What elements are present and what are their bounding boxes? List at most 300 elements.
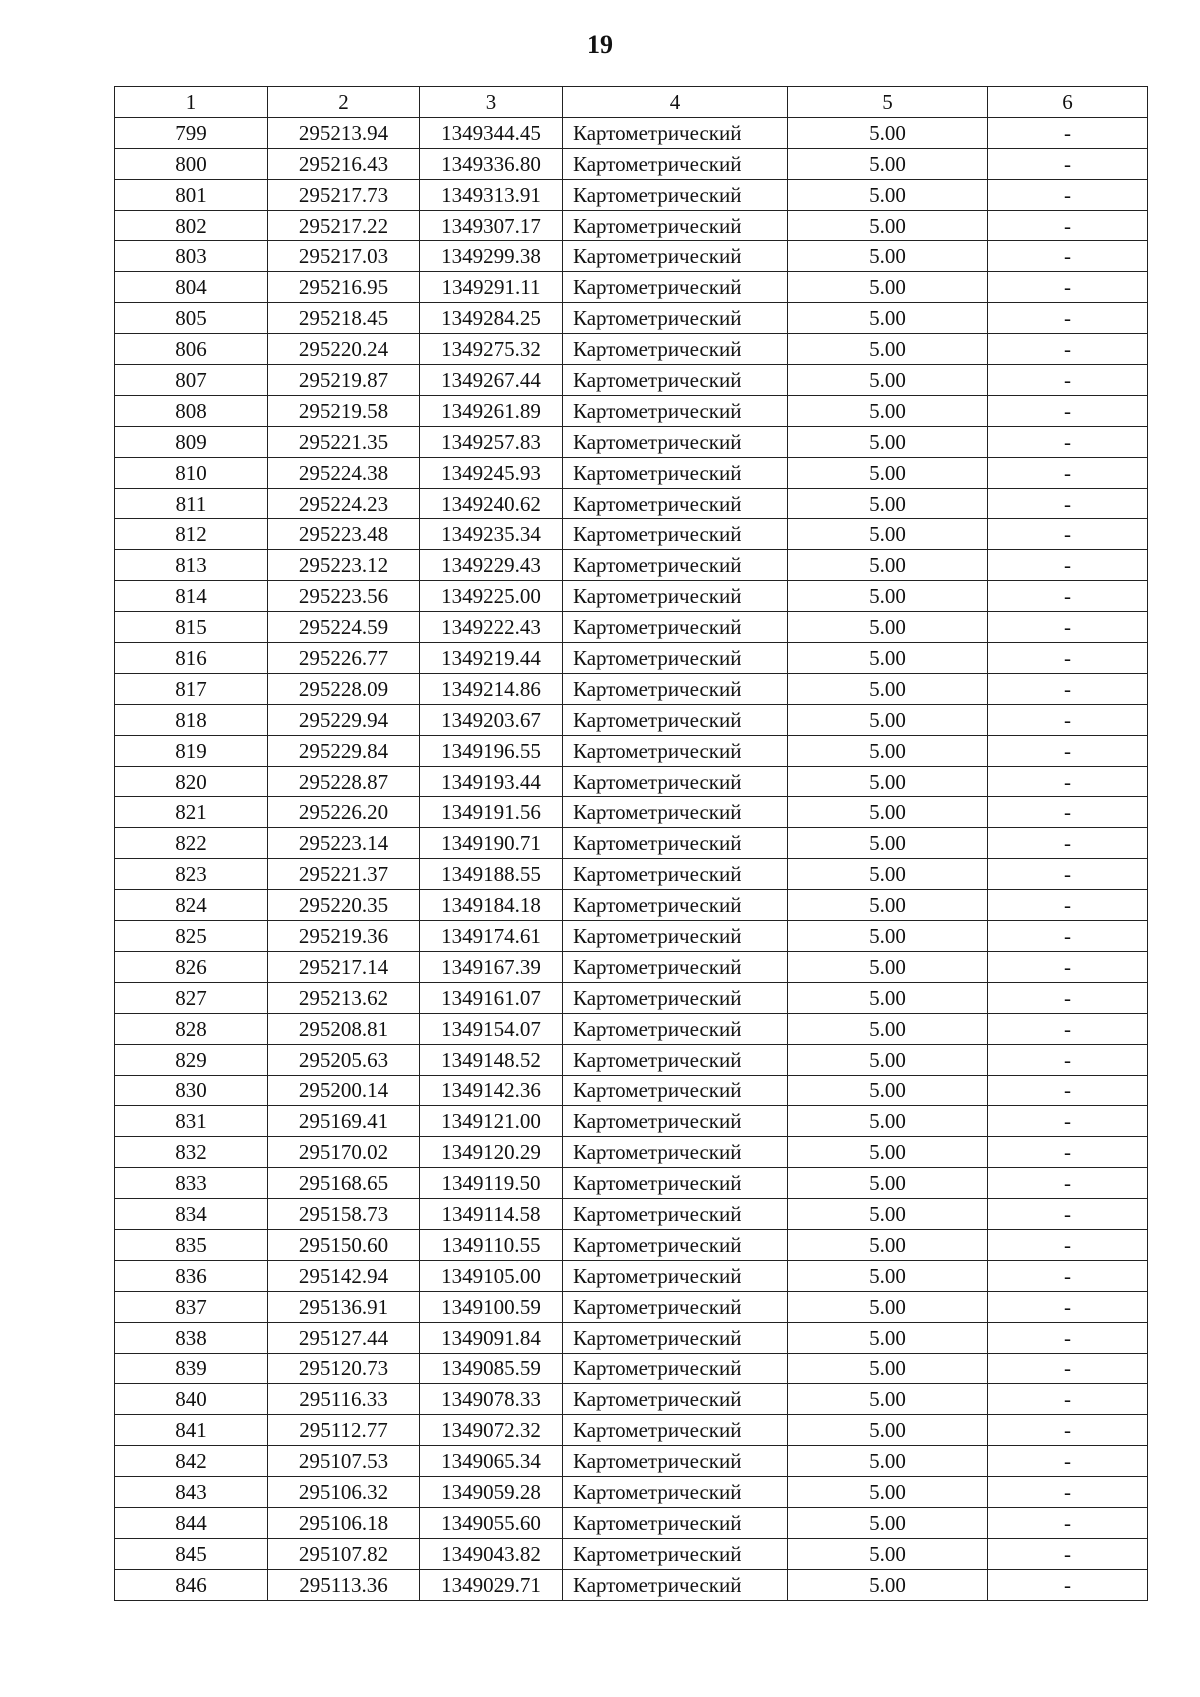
x-coordinate-cell: 295229.94 <box>268 704 420 735</box>
accuracy-cell: 5.00 <box>788 1106 988 1137</box>
accuracy-cell: 5.00 <box>788 1446 988 1477</box>
y-coordinate-cell: 1349065.34 <box>420 1446 563 1477</box>
note-cell: - <box>988 1569 1148 1600</box>
accuracy-cell: 5.00 <box>788 1384 988 1415</box>
x-coordinate-cell: 295219.36 <box>268 921 420 952</box>
note-cell: - <box>988 1013 1148 1044</box>
page-number: 19 <box>587 30 613 59</box>
x-coordinate-cell: 295218.45 <box>268 303 420 334</box>
column-header: 3 <box>420 87 563 118</box>
point-number-cell: 807 <box>115 365 268 396</box>
note-cell: - <box>988 519 1148 550</box>
x-coordinate-cell: 295223.56 <box>268 581 420 612</box>
y-coordinate-cell: 1349184.18 <box>420 890 563 921</box>
table-row <box>115 1106 1148 1137</box>
accuracy-cell: 5.00 <box>788 488 988 519</box>
point-number-cell: 815 <box>115 612 268 643</box>
x-coordinate-cell: 295106.18 <box>268 1507 420 1538</box>
method-cell: Картометрический <box>563 643 788 674</box>
point-number-cell: 828 <box>115 1013 268 1044</box>
x-coordinate-cell: 295220.35 <box>268 890 420 921</box>
x-coordinate-cell: 295223.48 <box>268 519 420 550</box>
y-coordinate-cell: 1349235.34 <box>420 519 563 550</box>
method-cell: Картометрический <box>563 766 788 797</box>
point-number-cell: 803 <box>115 241 268 272</box>
method-cell: Картометрический <box>563 1044 788 1075</box>
table-row <box>115 982 1148 1013</box>
x-coordinate-cell: 295228.09 <box>268 673 420 704</box>
point-number-cell: 831 <box>115 1106 268 1137</box>
method-cell: Картометрический <box>563 1168 788 1199</box>
method-cell: Картометрический <box>563 1569 788 1600</box>
note-cell: - <box>988 1322 1148 1353</box>
method-cell: Картометрический <box>563 612 788 643</box>
y-coordinate-cell: 1349121.00 <box>420 1106 563 1137</box>
x-coordinate-cell: 295228.87 <box>268 766 420 797</box>
note-cell: - <box>988 117 1148 148</box>
table-row <box>115 1507 1148 1538</box>
accuracy-cell: 5.00 <box>788 117 988 148</box>
note-cell: - <box>988 488 1148 519</box>
accuracy-cell: 5.00 <box>788 704 988 735</box>
table-row <box>115 1446 1148 1477</box>
table-row <box>115 1322 1148 1353</box>
y-coordinate-cell: 1349161.07 <box>420 982 563 1013</box>
table-row <box>115 210 1148 241</box>
table-row <box>115 1075 1148 1106</box>
accuracy-cell: 5.00 <box>788 1415 988 1446</box>
x-coordinate-cell: 295221.35 <box>268 426 420 457</box>
y-coordinate-cell: 1349043.82 <box>420 1538 563 1569</box>
table-row <box>115 921 1148 952</box>
note-cell: - <box>988 766 1148 797</box>
accuracy-cell: 5.00 <box>788 272 988 303</box>
method-cell: Картометрический <box>563 1415 788 1446</box>
method-cell: Картометрический <box>563 1229 788 1260</box>
x-coordinate-cell: 295205.63 <box>268 1044 420 1075</box>
point-number-cell: 838 <box>115 1322 268 1353</box>
table-row <box>115 766 1148 797</box>
table-row <box>115 704 1148 735</box>
x-coordinate-cell: 295150.60 <box>268 1229 420 1260</box>
y-coordinate-cell: 1349142.36 <box>420 1075 563 1106</box>
accuracy-cell: 5.00 <box>788 426 988 457</box>
method-cell: Картометрический <box>563 921 788 952</box>
column-header: 5 <box>788 87 988 118</box>
method-cell: Картометрический <box>563 828 788 859</box>
note-cell: - <box>988 1507 1148 1538</box>
x-coordinate-cell: 295220.24 <box>268 334 420 365</box>
x-coordinate-cell: 295208.81 <box>268 1013 420 1044</box>
note-cell: - <box>988 303 1148 334</box>
table-row <box>115 735 1148 766</box>
accuracy-cell: 5.00 <box>788 148 988 179</box>
x-coordinate-cell: 295136.91 <box>268 1291 420 1322</box>
point-number-cell: 840 <box>115 1384 268 1415</box>
accuracy-cell: 5.00 <box>788 643 988 674</box>
point-number-cell: 837 <box>115 1291 268 1322</box>
note-cell: - <box>988 890 1148 921</box>
method-cell: Картометрический <box>563 426 788 457</box>
accuracy-cell: 5.00 <box>788 890 988 921</box>
point-number-cell: 800 <box>115 148 268 179</box>
note-cell: - <box>988 1106 1148 1137</box>
y-coordinate-cell: 1349059.28 <box>420 1477 563 1508</box>
note-cell: - <box>988 581 1148 612</box>
y-coordinate-cell: 1349188.55 <box>420 859 563 890</box>
accuracy-cell: 5.00 <box>788 1507 988 1538</box>
y-coordinate-cell: 1349110.55 <box>420 1229 563 1260</box>
note-cell: - <box>988 334 1148 365</box>
point-number-cell: 812 <box>115 519 268 550</box>
column-header: 2 <box>268 87 420 118</box>
method-cell: Картометрический <box>563 241 788 272</box>
coordinates-table <box>114 86 1148 1601</box>
x-coordinate-cell: 295221.37 <box>268 859 420 890</box>
y-coordinate-cell: 1349174.61 <box>420 921 563 952</box>
point-number-cell: 818 <box>115 704 268 735</box>
y-coordinate-cell: 1349091.84 <box>420 1322 563 1353</box>
accuracy-cell: 5.00 <box>788 395 988 426</box>
point-number-cell: 827 <box>115 982 268 1013</box>
y-coordinate-cell: 1349148.52 <box>420 1044 563 1075</box>
x-coordinate-cell: 295170.02 <box>268 1137 420 1168</box>
note-cell: - <box>988 982 1148 1013</box>
note-cell: - <box>988 426 1148 457</box>
y-coordinate-cell: 1349225.00 <box>420 581 563 612</box>
x-coordinate-cell: 295120.73 <box>268 1353 420 1384</box>
point-number-cell: 820 <box>115 766 268 797</box>
method-cell: Картометрический <box>563 1013 788 1044</box>
accuracy-cell: 5.00 <box>788 1569 988 1600</box>
accuracy-cell: 5.00 <box>788 828 988 859</box>
x-coordinate-cell: 295224.38 <box>268 457 420 488</box>
y-coordinate-cell: 1349119.50 <box>420 1168 563 1199</box>
note-cell: - <box>988 612 1148 643</box>
accuracy-cell: 5.00 <box>788 1075 988 1106</box>
method-cell: Картометрический <box>563 1322 788 1353</box>
accuracy-cell: 5.00 <box>788 1013 988 1044</box>
x-coordinate-cell: 295158.73 <box>268 1199 420 1230</box>
accuracy-cell: 5.00 <box>788 210 988 241</box>
table-row <box>115 581 1148 612</box>
table-row <box>115 1260 1148 1291</box>
y-coordinate-cell: 1349240.62 <box>420 488 563 519</box>
note-cell: - <box>988 704 1148 735</box>
x-coordinate-cell: 295200.14 <box>268 1075 420 1106</box>
accuracy-cell: 5.00 <box>788 1353 988 1384</box>
x-coordinate-cell: 295112.77 <box>268 1415 420 1446</box>
y-coordinate-cell: 1349299.38 <box>420 241 563 272</box>
table-row <box>115 1415 1148 1446</box>
x-coordinate-cell: 295113.36 <box>268 1569 420 1600</box>
method-cell: Картометрический <box>563 1260 788 1291</box>
x-coordinate-cell: 295224.23 <box>268 488 420 519</box>
y-coordinate-cell: 1349055.60 <box>420 1507 563 1538</box>
table-row <box>115 148 1148 179</box>
y-coordinate-cell: 1349245.93 <box>420 457 563 488</box>
point-number-cell: 802 <box>115 210 268 241</box>
y-coordinate-cell: 1349284.25 <box>420 303 563 334</box>
column-header: 1 <box>115 87 268 118</box>
x-coordinate-cell: 295229.84 <box>268 735 420 766</box>
accuracy-cell: 5.00 <box>788 1229 988 1260</box>
table-row <box>115 1199 1148 1230</box>
table-row <box>115 457 1148 488</box>
note-cell: - <box>988 1384 1148 1415</box>
point-number-cell: 813 <box>115 550 268 581</box>
note-cell: - <box>988 735 1148 766</box>
accuracy-cell: 5.00 <box>788 1477 988 1508</box>
method-cell: Картометрический <box>563 272 788 303</box>
table-row <box>115 1291 1148 1322</box>
point-number-cell: 804 <box>115 272 268 303</box>
x-coordinate-cell: 295169.41 <box>268 1106 420 1137</box>
y-coordinate-cell: 1349167.39 <box>420 951 563 982</box>
x-coordinate-cell: 295223.14 <box>268 828 420 859</box>
table-row <box>115 365 1148 396</box>
method-cell: Картометрический <box>563 1137 788 1168</box>
note-cell: - <box>988 797 1148 828</box>
point-number-cell: 822 <box>115 828 268 859</box>
accuracy-cell: 5.00 <box>788 519 988 550</box>
method-cell: Картометрический <box>563 519 788 550</box>
point-number-cell: 834 <box>115 1199 268 1230</box>
y-coordinate-cell: 1349085.59 <box>420 1353 563 1384</box>
method-cell: Картометрический <box>563 581 788 612</box>
x-coordinate-cell: 295106.32 <box>268 1477 420 1508</box>
table-row <box>115 488 1148 519</box>
note-cell: - <box>988 1168 1148 1199</box>
method-cell: Картометрический <box>563 1106 788 1137</box>
point-number-cell: 799 <box>115 117 268 148</box>
method-cell: Картометрический <box>563 210 788 241</box>
accuracy-cell: 5.00 <box>788 457 988 488</box>
x-coordinate-cell: 295107.53 <box>268 1446 420 1477</box>
point-number-cell: 811 <box>115 488 268 519</box>
note-cell: - <box>988 1137 1148 1168</box>
note-cell: - <box>988 395 1148 426</box>
accuracy-cell: 5.00 <box>788 1199 988 1230</box>
point-number-cell: 845 <box>115 1538 268 1569</box>
table-row <box>115 303 1148 334</box>
y-coordinate-cell: 1349291.11 <box>420 272 563 303</box>
point-number-cell: 809 <box>115 426 268 457</box>
table-row <box>115 890 1148 921</box>
method-cell: Картометрический <box>563 179 788 210</box>
table-row <box>115 1569 1148 1600</box>
method-cell: Картометрический <box>563 365 788 396</box>
point-number-cell: 833 <box>115 1168 268 1199</box>
accuracy-cell: 5.00 <box>788 550 988 581</box>
method-cell: Картометрический <box>563 550 788 581</box>
method-cell: Картометрический <box>563 395 788 426</box>
accuracy-cell: 5.00 <box>788 1168 988 1199</box>
point-number-cell: 841 <box>115 1415 268 1446</box>
note-cell: - <box>988 241 1148 272</box>
point-number-cell: 832 <box>115 1137 268 1168</box>
method-cell: Картометрический <box>563 1384 788 1415</box>
method-cell: Картометрический <box>563 117 788 148</box>
note-cell: - <box>988 1415 1148 1446</box>
method-cell: Картометрический <box>563 673 788 704</box>
table-row <box>115 334 1148 365</box>
method-cell: Картометрический <box>563 1446 788 1477</box>
method-cell: Картометрический <box>563 735 788 766</box>
y-coordinate-cell: 1349261.89 <box>420 395 563 426</box>
x-coordinate-cell: 295127.44 <box>268 1322 420 1353</box>
accuracy-cell: 5.00 <box>788 1137 988 1168</box>
table-row <box>115 395 1148 426</box>
accuracy-cell: 5.00 <box>788 303 988 334</box>
x-coordinate-cell: 295116.33 <box>268 1384 420 1415</box>
x-coordinate-cell: 295213.94 <box>268 117 420 148</box>
point-number-cell: 836 <box>115 1260 268 1291</box>
note-cell: - <box>988 1260 1148 1291</box>
table-row <box>115 1013 1148 1044</box>
accuracy-cell: 5.00 <box>788 951 988 982</box>
note-cell: - <box>988 951 1148 982</box>
note-cell: - <box>988 1291 1148 1322</box>
point-number-cell: 817 <box>115 673 268 704</box>
x-coordinate-cell: 295142.94 <box>268 1260 420 1291</box>
point-number-cell: 835 <box>115 1229 268 1260</box>
x-coordinate-cell: 295168.65 <box>268 1168 420 1199</box>
table-row <box>115 612 1148 643</box>
table-row <box>115 1477 1148 1508</box>
method-cell: Картометрический <box>563 1538 788 1569</box>
column-header: 4 <box>563 87 788 118</box>
point-number-cell: 810 <box>115 457 268 488</box>
y-coordinate-cell: 1349193.44 <box>420 766 563 797</box>
point-number-cell: 816 <box>115 643 268 674</box>
point-number-cell: 814 <box>115 581 268 612</box>
y-coordinate-cell: 1349078.33 <box>420 1384 563 1415</box>
x-coordinate-cell: 295223.12 <box>268 550 420 581</box>
point-number-cell: 819 <box>115 735 268 766</box>
accuracy-cell: 5.00 <box>788 179 988 210</box>
accuracy-cell: 5.00 <box>788 241 988 272</box>
accuracy-cell: 5.00 <box>788 1260 988 1291</box>
table-row <box>115 179 1148 210</box>
y-coordinate-cell: 1349154.07 <box>420 1013 563 1044</box>
accuracy-cell: 5.00 <box>788 859 988 890</box>
method-cell: Картометрический <box>563 334 788 365</box>
method-cell: Картометрический <box>563 890 788 921</box>
point-number-cell: 829 <box>115 1044 268 1075</box>
point-number-cell: 842 <box>115 1446 268 1477</box>
y-coordinate-cell: 1349267.44 <box>420 365 563 396</box>
point-number-cell: 808 <box>115 395 268 426</box>
point-number-cell: 844 <box>115 1507 268 1538</box>
table-header <box>115 87 1148 118</box>
note-cell: - <box>988 1199 1148 1230</box>
y-coordinate-cell: 1349313.91 <box>420 179 563 210</box>
accuracy-cell: 5.00 <box>788 1538 988 1569</box>
accuracy-cell: 5.00 <box>788 334 988 365</box>
table-row <box>115 951 1148 982</box>
table-row <box>115 828 1148 859</box>
x-coordinate-cell: 295226.77 <box>268 643 420 674</box>
note-cell: - <box>988 1353 1148 1384</box>
table-row <box>115 1168 1148 1199</box>
point-number-cell: 826 <box>115 951 268 982</box>
table-row <box>115 1353 1148 1384</box>
table-row <box>115 241 1148 272</box>
note-cell: - <box>988 921 1148 952</box>
accuracy-cell: 5.00 <box>788 735 988 766</box>
note-cell: - <box>988 1229 1148 1260</box>
table-row <box>115 1044 1148 1075</box>
point-number-cell: 801 <box>115 179 268 210</box>
y-coordinate-cell: 1349190.71 <box>420 828 563 859</box>
method-cell: Картометрический <box>563 457 788 488</box>
note-cell: - <box>988 457 1148 488</box>
note-cell: - <box>988 272 1148 303</box>
method-cell: Картометрический <box>563 704 788 735</box>
point-number-cell: 830 <box>115 1075 268 1106</box>
table-body <box>115 117 1148 1600</box>
y-coordinate-cell: 1349196.55 <box>420 735 563 766</box>
point-number-cell: 824 <box>115 890 268 921</box>
accuracy-cell: 5.00 <box>788 1322 988 1353</box>
x-coordinate-cell: 295219.87 <box>268 365 420 396</box>
x-coordinate-cell: 295216.43 <box>268 148 420 179</box>
method-cell: Картометрический <box>563 1477 788 1508</box>
x-coordinate-cell: 295217.73 <box>268 179 420 210</box>
point-number-cell: 825 <box>115 921 268 952</box>
table-row <box>115 1137 1148 1168</box>
note-cell: - <box>988 1477 1148 1508</box>
method-cell: Картометрический <box>563 488 788 519</box>
x-coordinate-cell: 295213.62 <box>268 982 420 1013</box>
accuracy-cell: 5.00 <box>788 921 988 952</box>
x-coordinate-cell: 295107.82 <box>268 1538 420 1569</box>
point-number-cell: 805 <box>115 303 268 334</box>
y-coordinate-cell: 1349344.45 <box>420 117 563 148</box>
table-row <box>115 117 1148 148</box>
note-cell: - <box>988 1446 1148 1477</box>
accuracy-cell: 5.00 <box>788 1291 988 1322</box>
y-coordinate-cell: 1349214.86 <box>420 673 563 704</box>
y-coordinate-cell: 1349191.56 <box>420 797 563 828</box>
table-row <box>115 426 1148 457</box>
method-cell: Картометрический <box>563 148 788 179</box>
x-coordinate-cell: 295226.20 <box>268 797 420 828</box>
table-row <box>115 859 1148 890</box>
x-coordinate-cell: 295217.14 <box>268 951 420 982</box>
table-row <box>115 1538 1148 1569</box>
table-row <box>115 673 1148 704</box>
table-row <box>115 1229 1148 1260</box>
accuracy-cell: 5.00 <box>788 673 988 704</box>
note-cell: - <box>988 1044 1148 1075</box>
x-coordinate-cell: 295217.22 <box>268 210 420 241</box>
method-cell: Картометрический <box>563 1353 788 1384</box>
table-row <box>115 550 1148 581</box>
method-cell: Картометрический <box>563 1507 788 1538</box>
table-row <box>115 797 1148 828</box>
y-coordinate-cell: 1349029.71 <box>420 1569 563 1600</box>
note-cell: - <box>988 643 1148 674</box>
y-coordinate-cell: 1349203.67 <box>420 704 563 735</box>
note-cell: - <box>988 1538 1148 1569</box>
method-cell: Картометрический <box>563 951 788 982</box>
y-coordinate-cell: 1349222.43 <box>420 612 563 643</box>
y-coordinate-cell: 1349114.58 <box>420 1199 563 1230</box>
table-row <box>115 643 1148 674</box>
point-number-cell: 823 <box>115 859 268 890</box>
